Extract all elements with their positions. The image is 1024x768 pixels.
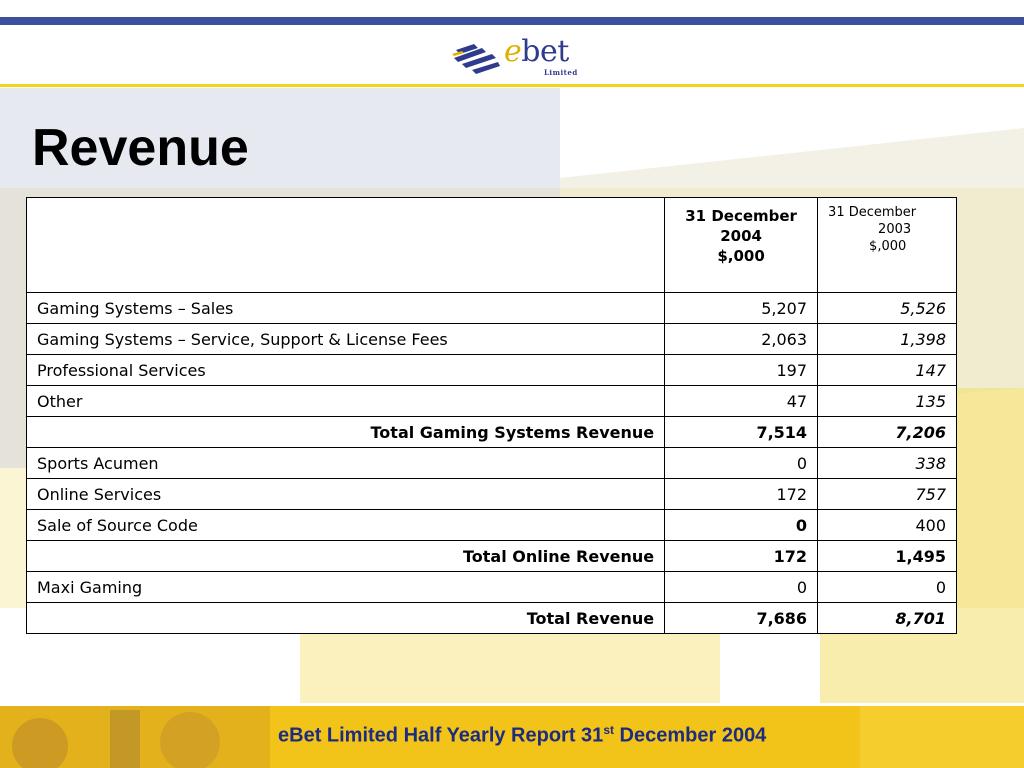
header-2003: 31 December 2003 $,000 — [818, 198, 957, 293]
table-row: Sale of Source Code 0 400 — [27, 510, 957, 541]
footer-caption: eBet Limited Half Yearly Report 31st December 2004 — [278, 723, 767, 747]
logo-stripes-icon — [452, 42, 502, 76]
revenue-table — [26, 197, 957, 634]
total-row: Total Revenue 7,686 8,701 — [27, 603, 957, 634]
footer-banner — [0, 706, 1024, 768]
header-blank-cell — [27, 198, 665, 293]
total-row: Total Online Revenue 172 1,495 — [27, 541, 957, 572]
table-row: Other 47 135 — [27, 386, 957, 417]
table-row: Maxi Gaming 0 0 — [27, 572, 957, 603]
header-2004: 31 December 2004 $,000 — [665, 198, 818, 293]
table-row: Online Services 172 757 — [27, 479, 957, 510]
table-header-row — [27, 198, 957, 293]
page-title: Revenue — [32, 119, 249, 177]
logo-subtitle: Limited — [544, 68, 578, 77]
table-row: Gaming Systems – Service, Support & License Fees 2,063 1,398 — [27, 324, 957, 355]
logo-wordmark: ebet — [504, 34, 569, 69]
ebet-logo — [452, 34, 578, 78]
header-divider — [0, 84, 1024, 87]
top-accent-bar — [0, 17, 1024, 25]
table-row: Sports Acumen 0 338 — [27, 448, 957, 479]
table-row: Gaming Systems – Sales 5,207 5,526 — [27, 293, 957, 324]
total-row: Total Gaming Systems Revenue 7,514 7,206 — [27, 417, 957, 448]
table-row: Professional Services 197 147 — [27, 355, 957, 386]
